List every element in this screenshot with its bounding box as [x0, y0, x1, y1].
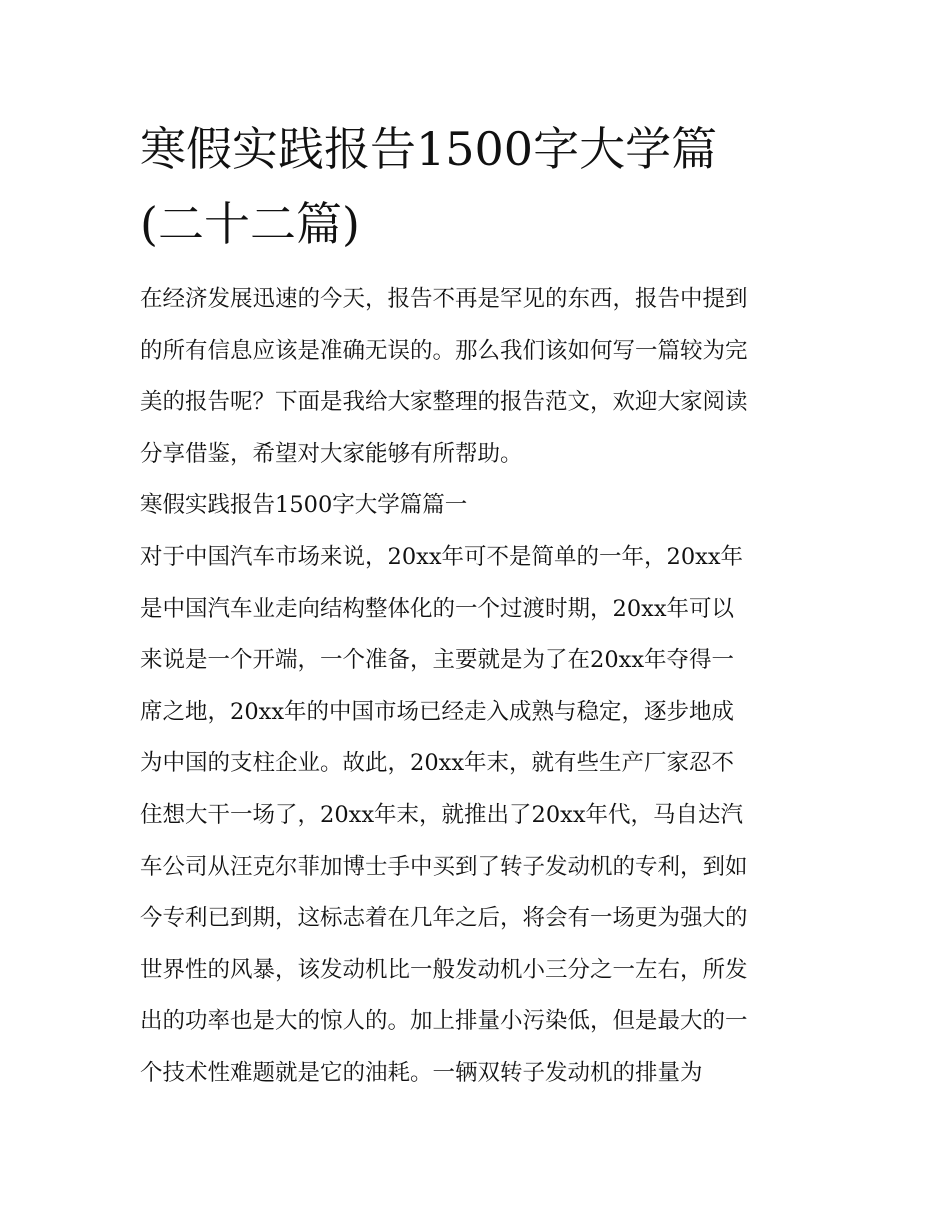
- body-line-1: 对于中国汽车市场来说，20xx年可不是简单的一年，20xx年: [140, 543, 744, 570]
- body-line-5: 为中国的支柱企业。故此，20xx年末，就有些生产厂家忍不: [140, 750, 735, 777]
- intro-line-3: 美的报告呢？下面是我给大家整理的报告范文，欢迎大家阅读: [140, 389, 748, 416]
- intro-line-2: 的所有信息应该是准确无误的。那么我们该如何写一篇较为完: [140, 337, 748, 364]
- body-line-11: 个技术性难题就是它的油耗。一辆双转子发动机的排量为: [140, 1059, 703, 1086]
- document-body: [140, 274, 820, 1100]
- intro-line-4: 分享借鉴，希望对大家能够有所帮助。: [140, 440, 523, 467]
- intro-line-1: 在经济发展迅速的今天，报告不再是罕见的东西，报告中提到: [140, 286, 748, 312]
- body-line-4: 席之地，20xx年的中国市场已经走入成熟与稳定，逐步地成: [140, 698, 735, 725]
- body-line-10: 出的功率也是大的惊人的。加上排量小污染低，但是最大的一: [140, 1008, 748, 1035]
- title-line-1: 寒假实践报告1500字大学篇: [140, 122, 718, 176]
- body-line-6: 住想大干一场了，20xx年末，就推出了20xx年代，马自达汽: [140, 801, 744, 828]
- body-line-7: 车公司从汪克尔菲加博士手中买到了转子发动机的专利，到如: [140, 853, 748, 880]
- document-title: [140, 112, 820, 262]
- title-line-2: (二十二篇): [140, 197, 360, 251]
- body-line-9: 世界性的风暴，该发动机比一般发动机小三分之一左右，所发: [140, 956, 748, 983]
- section-heading: 寒假实践报告1500字大学篇篇一: [140, 492, 468, 519]
- body-line-3: 来说是一个开端，一个准备，主要就是为了在20xx年夺得一: [140, 647, 735, 674]
- body-line-8: 今专利已到期，这标志着在几年之后，将会有一场更为强大的: [140, 905, 748, 932]
- body-line-2: 是中国汽车业走向结构整体化的一个过渡时期，20xx年可以: [140, 595, 735, 622]
